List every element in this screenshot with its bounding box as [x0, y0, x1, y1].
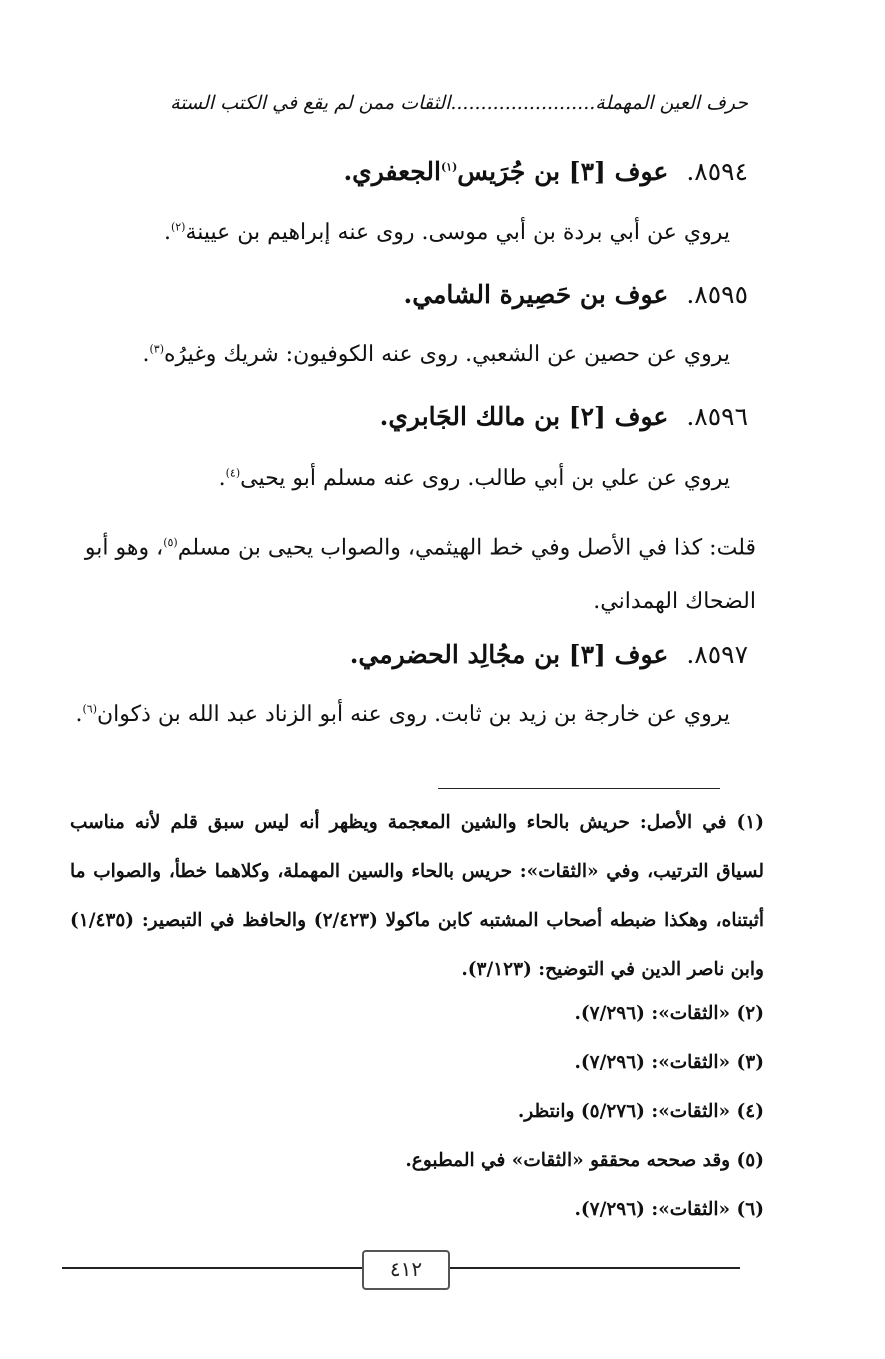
footnote-5: (٥) وقد صححه محققو «الثقات» في المطبوع.: [405, 1150, 764, 1171]
entry-name: عوف [٢] بن مالك الجَابري.: [379, 402, 669, 431]
footnote-6: (٦) «الثقات»: (٧/٢٩٦).: [574, 1199, 764, 1220]
entry-body-end: .: [218, 466, 226, 491]
entry-number: ٨٥٩٦.: [686, 402, 748, 431]
page-number: ٤١٢: [362, 1250, 450, 1290]
entry-body-end: .: [142, 342, 150, 367]
entry-body: [60, 220, 730, 245]
footnote-ref: (٥): [163, 536, 178, 549]
footnote-1: (١) في الأصل: حريش بالحاء والشين المعجمة ويظهر أنه ليس سبق قلم لأنه مناسب لسياق الترتيب، وفي «الثقات»: حريس بالحاء والسين المهملة، وكلاهما خطأ، والصواب ما أثبتناه، وهكذا ضبطه أصحاب المشتبه كابن ماكولا (٢/٤٢٣) والحافظ في التبصير: (١/٤٣٥) وابن ناصر الدين في التوضيح: (٣/١٢٣).: [70, 812, 764, 980]
bottom-rule-left: [62, 1267, 362, 1269]
entry-title: [120, 402, 748, 431]
entry-title: [120, 280, 748, 309]
entry-body: [60, 466, 730, 491]
footnote-ref: (٣): [149, 342, 164, 356]
entry-name-tail: الجعفري.: [343, 157, 441, 186]
running-header: حرف العين المهملة........................الثقات ممن لم يقع في الكتب الستة: [170, 92, 748, 114]
entry-name: عوف [٣] بن جُرَيس: [457, 157, 669, 186]
entry-name: عوف بن حَصِيرة الشامي.: [403, 280, 669, 309]
entry-number: ٨٥٩٥.: [686, 280, 748, 309]
entry-note: [60, 516, 756, 629]
footnote-ref: (٦): [82, 702, 98, 716]
entry-body: [60, 342, 730, 367]
footnote-3: (٣) «الثقات»: (٧/٢٩٦).: [574, 1052, 764, 1073]
footnote-ref: (٤): [225, 466, 241, 480]
footnote-ref: (٢): [170, 220, 186, 234]
entry-body: [60, 702, 730, 727]
entry-body-text: يروي عن علي بن أبي طالب. روى عنه مسلم أبو يحيى: [240, 466, 730, 491]
footnote-2: (٢) «الثقات»: (٧/٢٩٦).: [574, 1003, 764, 1024]
bottom-rule-right: [446, 1267, 740, 1269]
entry-body-text: يروي عن حصين عن الشعبي. روى عنه الكوفيون: شريك وغيرُه: [164, 342, 730, 367]
entry-number: ٨٥٩٧.: [686, 640, 748, 669]
footnote-ref: (١): [440, 160, 458, 174]
entry-note-text: قلت: كذا في الأصل وفي خط الهيثمي، والصواب يحيى بن مسلم: [177, 535, 756, 561]
entry-body-end: .: [75, 702, 83, 727]
entry-name: عوف [٣] بن مجُالِد الحضرمي.: [349, 640, 669, 669]
entry-body-end: .: [163, 220, 171, 245]
entry-body-text: يروي عن أبي بردة بن أبي موسى. روى عنه إبراهيم بن عيينة: [185, 220, 730, 245]
entry-number: ٨٥٩٤.: [686, 157, 748, 186]
footnote-4: (٤) «الثقات»: (٥/٢٧٦) وانتظر.: [517, 1101, 764, 1122]
entry-title: [120, 157, 748, 186]
entry-note-text-end: ، وهو أبو الضحاك الهمداني.: [84, 535, 756, 615]
entry-title: [120, 640, 748, 669]
footnote-separator: [438, 788, 720, 789]
entry-body-text: يروي عن خارجة بن زيد بن ثابت. روى عنه أبو الزناد عبد الله بن ذكوان: [97, 702, 730, 727]
